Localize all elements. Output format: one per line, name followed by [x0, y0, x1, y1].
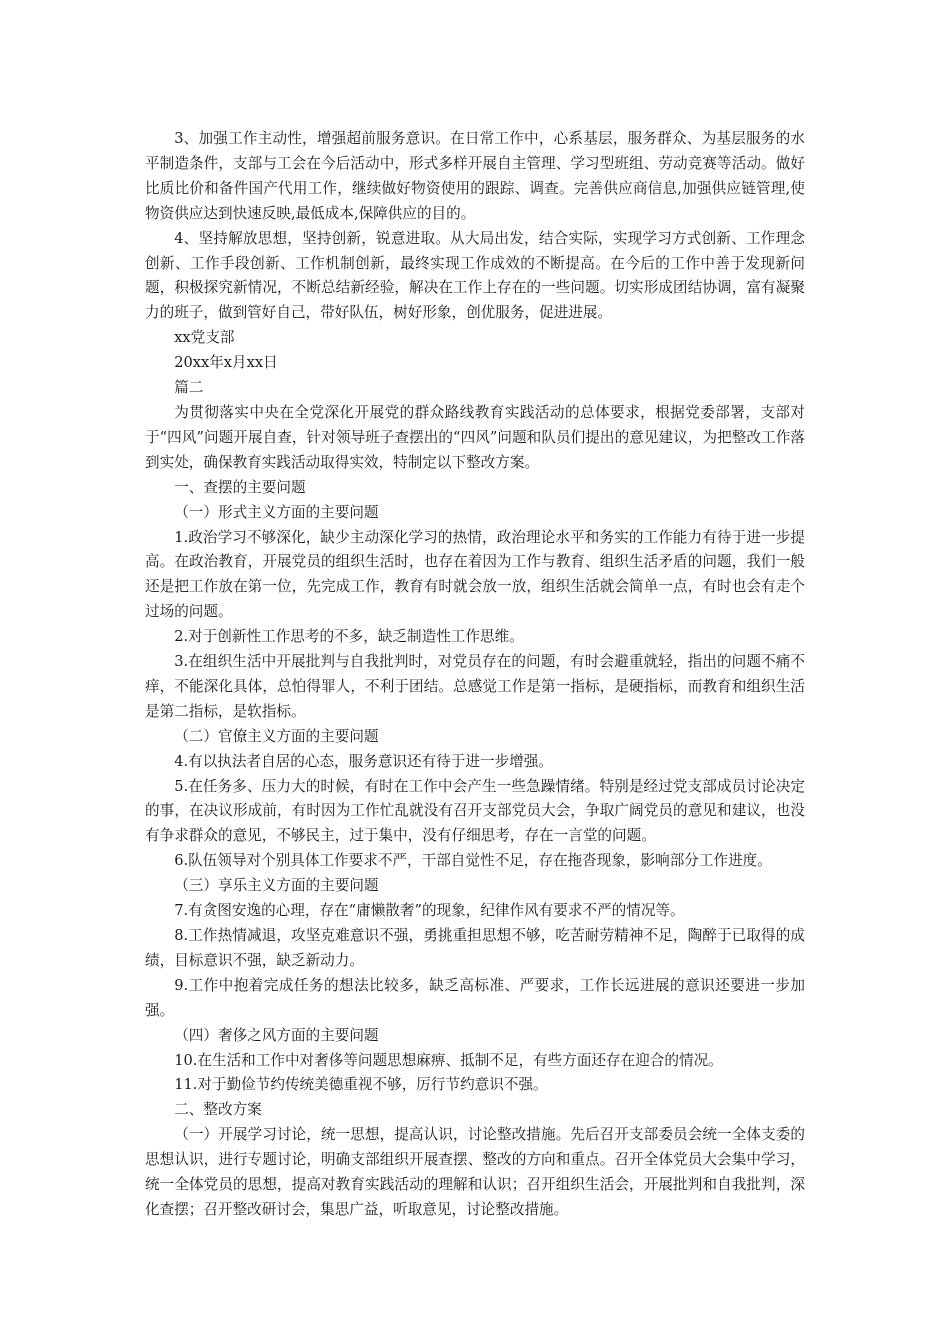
plan-item-1: （一）开展学习讨论，统一思想，提高认识，讨论整改措施。先后召开支部委员会统一全体支委的思想认识，进行专题讨论，明确支部组织开展查摆、整改的方向和重点。召开全体党员大会集中学习，统一全体党员的思想，提高对教育实践活动的理解和认识；召开组织生活会，开展批判和自我批判，深化查摆；召开整改研讨会，集思广益，听取意见，讨论整改措施。	[145, 1126, 805, 1218]
problem-item-11: 11.对于勤俭节约传统美德重视不够，厉行节约意识不强。	[174, 1076, 548, 1094]
subheading-hedonism: （三）享乐主义方面的主要问题	[174, 877, 379, 895]
problem-item-4: 4.有以执法者自居的心态，服务意识还有待于进一步增强。	[174, 752, 553, 770]
problem-item-8: 8.工作热情减退，攻坚克难意识不强，勇挑重担思想不够，吃苦耐劳精神不足，陶醉于已取得的成绩，目标意识不强，缺乏新动力。	[145, 927, 805, 969]
problem-item-2: 2.对于创新性工作思考的不多，缺乏制造性工作思维。	[174, 628, 524, 646]
document-body	[145, 127, 805, 1223]
heading-rectification-plan: 二、整改方案	[174, 1101, 262, 1119]
problem-item-1: 1.政治学习不够深化，缺少主动深化学习的热情，政治理论水平和务实的工作能力有待于进一步提高。在政治教育，开展党员的组织生活时，也存在着因为工作与教育、组织生活矛盾的问题，我们一般还是把工作放在第一位，先完成工作，教育有时就会放一放，组织生活就会简单一点，有时也会有走个过场的问题。	[145, 528, 805, 621]
heading-problems: 一、查摆的主要问题	[174, 478, 306, 496]
signature-date: 20xx年x月xx日	[174, 354, 278, 372]
paragraph-item-4: 4、坚持解放思想，坚持创新，锐意进取。从大局出发，结合实际，实现学习方式创新、工作理念创新、工作手段创新、工作机制创新，最终实现工作成效的不断提高。在今后的工作中善于发现新问题，积极探究新情况，不断总结新经验，解决在工作上存在的一些问题。切实形成团结协调，富有凝聚力的班子，做到管好自己，带好队伍，树好形象，创优服务，促进进展。	[145, 229, 805, 322]
subheading-bureaucracy: （二）官僚主义方面的主要问题	[174, 727, 379, 745]
problem-item-6: 6.队伍领导对个别具体工作要求不严，干部自觉性不足，存在拖沓现象，影响部分工作进度。	[174, 852, 772, 870]
subheading-extravagance: （四）奢侈之风方面的主要问题	[174, 1026, 379, 1044]
problem-item-5: 5.在任务多、压力大的时候，有时在工作中会产生一些急躁情绪。特别是经过党支部成员讨论决定的事，在决议形成前，有时因为工作忙乱就没有召开支部党员大会，争取广阔党员的意见和建议，也没有争求群众的意见，不够民主，过于集中，没有仔细思考，存在一言堂的问题。	[145, 777, 805, 845]
paragraph-item-3: 3、加强工作主动性，增强超前服务意识。在日常工作中，心系基层，服务群众、为基层服务的水平制造条件，支部与工会在今后活动中，形式多样开展自主管理、学习型班组、劳动竞赛等活动。做好比质比价和备件国产代用工作，继续做好物资使用的跟踪、调查。完善供应商信息,加强供应链管理,使物资供应达到快速反映,最低成本,保障供应的目的。	[145, 130, 805, 222]
problem-item-3: 3.在组织生活中开展批判与自我批判时，对党员存在的问题，有时会避重就轻，指出的问题不痛不痒，不能深化具体，总怕得罪人，不利于团结。总感觉工作是第一指标，是硬指标，而教育和组织生活是第二指标，是软指标。	[145, 653, 805, 720]
problem-item-10: 10.在生活和工作中对奢侈等问题思想麻痹、抵制不足，有些方面还存在迎合的情况。	[174, 1051, 723, 1069]
problem-item-9: 9.工作中抱着完成任务的想法比较多，缺乏高标准、严要求，工作长远进展的意识还要进一步加强。	[145, 976, 805, 1019]
problem-item-7: 7.有贪图安逸的心理，存在“庸懒散奢”的现象，纪律作风有要求不严的情况等。	[174, 902, 685, 920]
signature-org: xx党支部	[174, 329, 235, 347]
intro-paragraph: 为贯彻落实中央在全党深化开展党的群众路线教育实践活动的总体要求，根据党委部署，支部对于“四风”问题开展自查，针对领导班子查摆出的“四风”问题和队员们提出的意见建议，为把整改工作落到实处，确保教育实践活动取得实效，特制定以下整改方案。	[145, 403, 805, 471]
section-heading-part-two: 篇二	[174, 379, 204, 397]
subheading-formalism: （一）形式主义方面的主要问题	[174, 503, 379, 521]
